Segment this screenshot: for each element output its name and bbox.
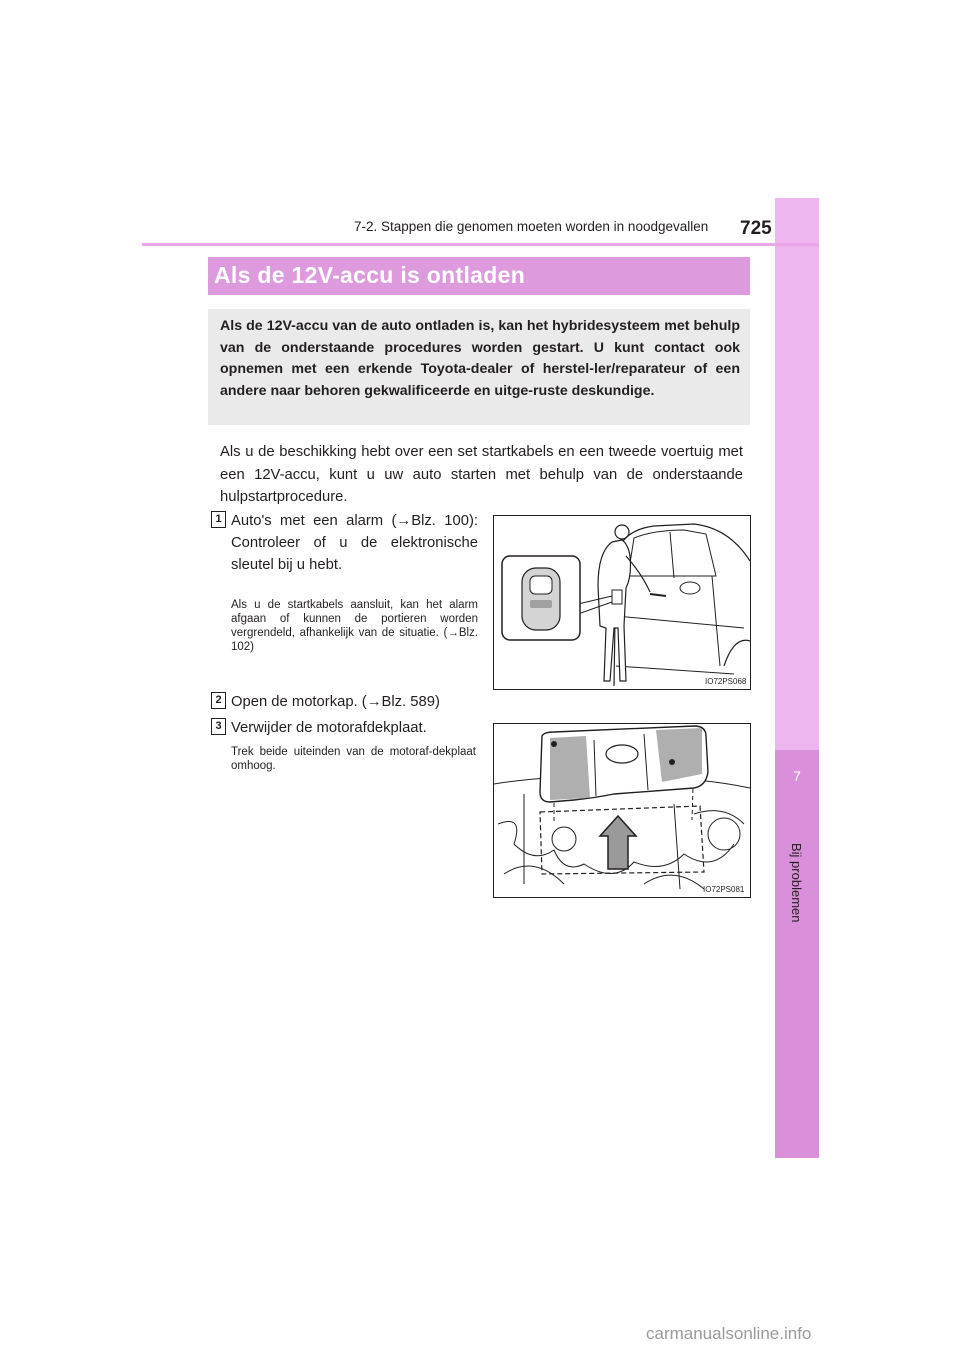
step-3-title: Verwijder de motorafdekplaat. [231,720,427,736]
person-with-key-at-car-door-icon [494,516,750,689]
chapter-number: 7 [793,768,801,784]
figure-person-with-key [493,515,751,690]
figure-code-1: IO72PS068 [705,677,747,686]
step-1-title: Auto's met een alarm (→Blz. 100): Controleer of u de elektronische sleutel bij u hebt. [231,513,478,573]
step-number-2: 2 [211,692,226,709]
step-number-1: 1 [211,511,226,528]
side-tab-active-chapter [775,750,819,1158]
intro-text: Als de 12V-accu van de auto ontladen is, kan het hybridesysteem met behulp van de onderstaande procedures worden gestart. U kunt contact ook opnemen met een erkende Toyota-dealer of herstel-ler/reparateur of een andere naar behoren gekwalificeerde en uitge-ruste deskundige. [220,318,740,399]
engine-cover-removal-icon [494,724,750,897]
section-heading: 7-2. Stappen die genomen moeten worden in noodgevallen [354,219,709,234]
footer-watermark: carmanualsonline.info [646,1324,812,1343]
page-number: 725 [740,218,772,239]
step-1-note: Als u de startkabels aansluit, kan het alarm afgaan of kunnen de portieren worden vergrendeld, afhankelijk van de situatie. (→Blz. 102) [231,599,478,653]
step-2-title: Open de motorkap. (→Blz. 589) [231,694,440,710]
page-title: Als de 12V-accu is ontladen [214,262,526,288]
chapter-label: Bij problemen [789,843,804,923]
header-rule [142,243,819,246]
figure-engine-cover [493,723,751,898]
step-number-3: 3 [211,718,226,735]
figure-code-2: IO72PS081 [703,885,745,894]
step-3-note: Trek beide uiteinden van de motoraf-dekplaat omhoog. [231,746,476,772]
body-paragraph: Als u de beschikking hebt over een set startkabels en een tweede voertuig met een 12V-accu, kunt u uw auto starten met behulp van de onderstaande hulpstartprocedure. [220,444,743,505]
